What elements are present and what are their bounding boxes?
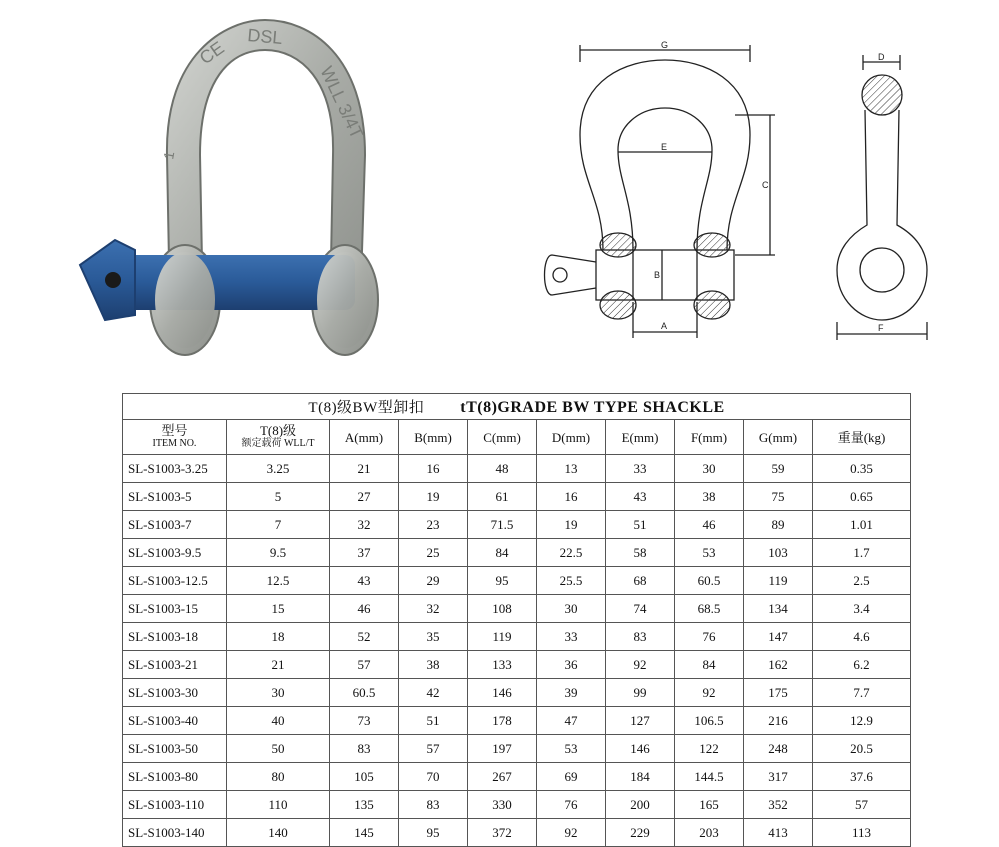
table-cell: 178 (468, 707, 537, 735)
table-cell: 39 (537, 679, 606, 707)
table-cell: 95 (468, 567, 537, 595)
column-header (399, 420, 468, 455)
table-cell: 23 (399, 511, 468, 539)
column-header (744, 420, 813, 455)
table-row (123, 623, 911, 651)
column-header-label: 型号 (161, 423, 188, 438)
item-number-cell: SL-S1003-5 (123, 483, 227, 511)
bow-mark-wll: WLL 3/4T (316, 63, 368, 142)
table-cell: 76 (537, 791, 606, 819)
table-cell: 9.5 (227, 539, 330, 567)
table-cell: 37 (330, 539, 399, 567)
table-cell: 27 (330, 483, 399, 511)
shackle-photo (75, 15, 395, 360)
column-header (675, 420, 744, 455)
table-cell: 4.6 (813, 623, 911, 651)
table-cell: 76 (675, 623, 744, 651)
table-cell: 7.7 (813, 679, 911, 707)
table-cell: 92 (675, 679, 744, 707)
table-cell: 317 (744, 763, 813, 791)
item-number-cell: SL-S1003-140 (123, 819, 227, 847)
table-cell: 165 (675, 791, 744, 819)
table-cell: 30 (675, 455, 744, 483)
table-cell: 267 (468, 763, 537, 791)
table-cell: 372 (468, 819, 537, 847)
table-cell: 60.5 (675, 567, 744, 595)
table-row (123, 819, 911, 847)
item-number-cell: SL-S1003-12.5 (123, 567, 227, 595)
item-number-cell: SL-S1003-15 (123, 595, 227, 623)
table-row (123, 707, 911, 735)
table-cell: 135 (330, 791, 399, 819)
item-number-cell: SL-S1003-3.25 (123, 455, 227, 483)
table-row (123, 595, 911, 623)
table-cell: 133 (468, 651, 537, 679)
column-header (330, 420, 399, 455)
table-cell: 43 (330, 567, 399, 595)
table-cell: 83 (606, 623, 675, 651)
table-row (123, 455, 911, 483)
item-number-cell: SL-S1003-7 (123, 511, 227, 539)
item-number-cell: SL-S1003-40 (123, 707, 227, 735)
table-cell: 30 (537, 595, 606, 623)
table-cell: 42 (399, 679, 468, 707)
table-row (123, 651, 911, 679)
column-header-label: F(mm) (690, 429, 728, 445)
column-header-label: T(8)级 (259, 423, 297, 438)
table-cell: 47 (537, 707, 606, 735)
table-cell: 229 (606, 819, 675, 847)
table-row (123, 763, 911, 791)
table-cell: 15 (227, 595, 330, 623)
item-number-cell: SL-S1003-50 (123, 735, 227, 763)
table-cell: 203 (675, 819, 744, 847)
table-cell: 144.5 (675, 763, 744, 791)
item-number-cell: SL-S1003-30 (123, 679, 227, 707)
column-header-label: E(mm) (621, 429, 659, 445)
table-cell: 95 (399, 819, 468, 847)
table-cell: 21 (227, 651, 330, 679)
table-cell: 58 (606, 539, 675, 567)
table-cell: 57 (330, 651, 399, 679)
column-header-label: G(mm) (758, 429, 798, 445)
table-cell: 140 (227, 819, 330, 847)
table-cell: 43 (606, 483, 675, 511)
table-cell: 52 (330, 623, 399, 651)
table-cell: 38 (399, 651, 468, 679)
table-cell: 68 (606, 567, 675, 595)
table-cell: 13 (537, 455, 606, 483)
table-cell: 3.25 (227, 455, 330, 483)
table-cell: 18 (227, 623, 330, 651)
table-cell: 57 (813, 791, 911, 819)
table-row (123, 735, 911, 763)
table-cell: 84 (468, 539, 537, 567)
table-cell: 70 (399, 763, 468, 791)
table-cell: 12.9 (813, 707, 911, 735)
table-cell: 50 (227, 735, 330, 763)
table-cell: 200 (606, 791, 675, 819)
table-cell: 33 (606, 455, 675, 483)
table-cell: 106.5 (675, 707, 744, 735)
table-cell: 113 (813, 819, 911, 847)
table-cell: 352 (744, 791, 813, 819)
side-view-drawing (825, 50, 940, 340)
table-cell: 29 (399, 567, 468, 595)
table-cell: 1.01 (813, 511, 911, 539)
table-cell: 127 (606, 707, 675, 735)
column-header-label: D(mm) (551, 429, 591, 445)
table-cell: 46 (675, 511, 744, 539)
column-header-label: 重量(kg) (837, 429, 886, 445)
table-cell: 30 (227, 679, 330, 707)
table-cell: 68.5 (675, 595, 744, 623)
table-cell: 61 (468, 483, 537, 511)
table-row (123, 483, 911, 511)
column-header-sublabel: 额定载荷 WLL/T (241, 438, 315, 449)
table-cell: 75 (744, 483, 813, 511)
table-cell: 22.5 (537, 539, 606, 567)
table-cell: 73 (330, 707, 399, 735)
table-cell: 25 (399, 539, 468, 567)
column-header (813, 420, 911, 455)
table-cell: 40 (227, 707, 330, 735)
table-cell: 38 (675, 483, 744, 511)
table-row (123, 511, 911, 539)
table-cell: 53 (675, 539, 744, 567)
table-cell: 74 (606, 595, 675, 623)
table-cell: 51 (606, 511, 675, 539)
column-header-label: B(mm) (414, 429, 452, 445)
table-cell: 110 (227, 791, 330, 819)
table-cell: 48 (468, 455, 537, 483)
dim-label-e: E (661, 142, 668, 152)
bow-mark-ce: CE (195, 37, 228, 69)
table-cell: 2.5 (813, 567, 911, 595)
table-cell: 12.5 (227, 567, 330, 595)
column-header (123, 420, 227, 455)
table-cell: 36 (537, 651, 606, 679)
table-cell: 80 (227, 763, 330, 791)
table-cell: 146 (606, 735, 675, 763)
dim-label-d: D (878, 52, 885, 62)
table-cell: 19 (399, 483, 468, 511)
dim-label-a: A (661, 321, 668, 331)
table-cell: 413 (744, 819, 813, 847)
table-title (123, 394, 911, 420)
table-cell: 108 (468, 595, 537, 623)
table-row (123, 791, 911, 819)
table-cell: 248 (744, 735, 813, 763)
table-row (123, 567, 911, 595)
table-cell: 92 (606, 651, 675, 679)
table-row (123, 539, 911, 567)
table-cell: 145 (330, 819, 399, 847)
table-cell: 7 (227, 511, 330, 539)
table-cell: 6.2 (813, 651, 911, 679)
table-cell: 19 (537, 511, 606, 539)
item-number-cell: SL-S1003-80 (123, 763, 227, 791)
item-number-cell: SL-S1003-110 (123, 791, 227, 819)
table-cell: 69 (537, 763, 606, 791)
table-body (123, 455, 911, 847)
table-cell: 99 (606, 679, 675, 707)
table-cell: 59 (744, 455, 813, 483)
column-header-label: C(mm) (483, 429, 521, 445)
table-cell: 25.5 (537, 567, 606, 595)
item-number-cell: SL-S1003-9.5 (123, 539, 227, 567)
dim-label-c: C (762, 180, 769, 190)
table-cell: 46 (330, 595, 399, 623)
column-header-sublabel: ITEM NO. (152, 438, 197, 449)
table-cell: 89 (744, 511, 813, 539)
table-cell: 16 (399, 455, 468, 483)
table-cell: 197 (468, 735, 537, 763)
table-header-row (123, 420, 911, 455)
table-cell: 83 (330, 735, 399, 763)
table-cell: 53 (537, 735, 606, 763)
table-cell: 216 (744, 707, 813, 735)
item-number-cell: SL-S1003-18 (123, 623, 227, 651)
table-cell: 184 (606, 763, 675, 791)
table-cell: 162 (744, 651, 813, 679)
bow-mark-dsl: DSL (246, 25, 284, 49)
bow-mark-1: 1 (160, 150, 178, 161)
table-cell: 83 (399, 791, 468, 819)
dim-label-b: B (654, 270, 661, 280)
table-title-cn: T(8)级BW型卸扣 (308, 400, 425, 416)
table-cell: 147 (744, 623, 813, 651)
dim-label-g: G (661, 40, 669, 50)
table-title-row (123, 394, 911, 420)
table-cell: 119 (744, 567, 813, 595)
dim-label-f: F (878, 323, 884, 333)
table-cell: 16 (537, 483, 606, 511)
table-cell: 105 (330, 763, 399, 791)
table-cell: 134 (744, 595, 813, 623)
table-cell: 84 (675, 651, 744, 679)
table-cell: 3.4 (813, 595, 911, 623)
table-cell: 33 (537, 623, 606, 651)
table-cell: 5 (227, 483, 330, 511)
table-cell: 146 (468, 679, 537, 707)
table-cell: 103 (744, 539, 813, 567)
table-cell: 1.7 (813, 539, 911, 567)
column-header (606, 420, 675, 455)
table-cell: 35 (399, 623, 468, 651)
table-cell: 21 (330, 455, 399, 483)
table-cell: 330 (468, 791, 537, 819)
table-cell: 175 (744, 679, 813, 707)
table-cell: 60.5 (330, 679, 399, 707)
table-cell: 32 (399, 595, 468, 623)
table-row (123, 679, 911, 707)
column-header (537, 420, 606, 455)
column-header (468, 420, 537, 455)
column-header-label: A(mm) (344, 429, 384, 445)
table-cell: 51 (399, 707, 468, 735)
table-cell: 32 (330, 511, 399, 539)
table-cell: 57 (399, 735, 468, 763)
table-cell: 37.6 (813, 763, 911, 791)
item-number-cell: SL-S1003-21 (123, 651, 227, 679)
table-cell: 71.5 (468, 511, 537, 539)
front-view-drawing (530, 40, 790, 340)
table-cell: 122 (675, 735, 744, 763)
table-cell: 0.35 (813, 455, 911, 483)
spec-table (122, 393, 911, 847)
table-cell: 0.65 (813, 483, 911, 511)
table-cell: 119 (468, 623, 537, 651)
table-cell: 92 (537, 819, 606, 847)
column-header (227, 420, 330, 455)
table-cell: 20.5 (813, 735, 911, 763)
table-title-en: tT(8)GRADE BW TYPE SHACKLE (460, 399, 725, 416)
